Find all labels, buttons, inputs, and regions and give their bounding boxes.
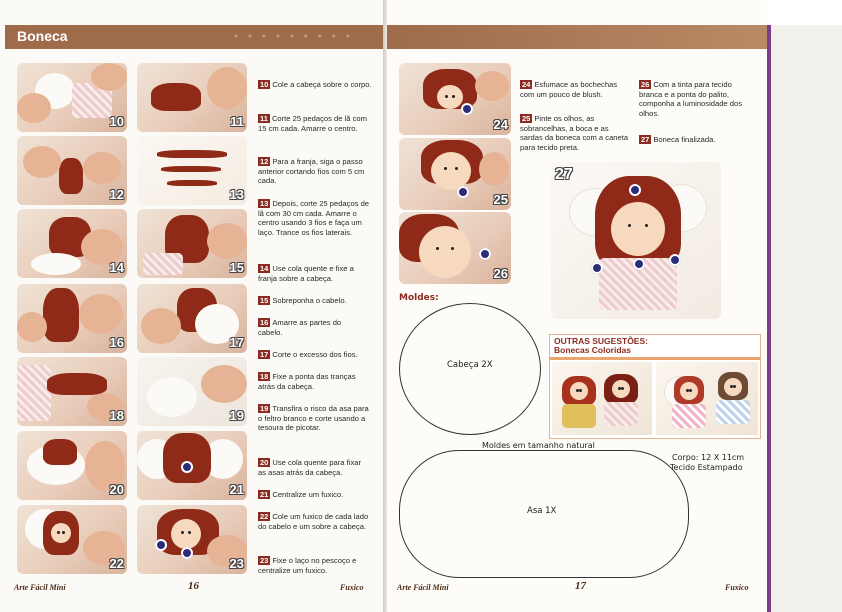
step-instruction: 15 Sobreponha o cabelo. (260, 296, 347, 305)
step-instruction: 14 Use cola quente e fixe a franja sobre a cabeça. (258, 264, 354, 283)
step-photo (137, 209, 247, 278)
section-header (387, 25, 767, 49)
photo-number: 16 (109, 335, 124, 350)
next-page-edge (767, 25, 842, 612)
photo-number: 27 (555, 166, 573, 183)
photo-number: 21 (229, 482, 244, 497)
photo-number: 12 (109, 187, 124, 202)
suggestion-photo (656, 362, 758, 435)
step-photo (137, 505, 247, 574)
step-instruction: 21 Centralize um fuxico. (260, 490, 344, 499)
section-header (5, 25, 383, 49)
step-instruction: 12 Para a franja, siga o passo anterior cortando fios com 5 cm cada. (258, 157, 365, 186)
photo-number: 20 (109, 482, 124, 497)
wing-pattern-label: Asa 1X (527, 506, 557, 516)
step-instruction: 11 Corte 25 pedaços de lã com 15 cm cada. Amarre o centro. (258, 114, 367, 133)
photo-number: 26 (493, 266, 508, 281)
step-photo (17, 63, 127, 132)
step-instruction: 17 Corte o excesso dos fios. (260, 350, 358, 359)
step-photo (399, 212, 511, 284)
step-instruction: 25 Pinte os olhos, as sobrancelhas, a boca e as sardas da boneca com a caneta para tecido preta. (520, 114, 629, 152)
step-photo (17, 284, 127, 353)
photo-number: 10 (109, 114, 124, 129)
step-instruction: 22 Cole um fuxico de cada lado do cabelo e um sobre a cabeça. (258, 512, 369, 531)
photo-number: 22 (109, 556, 124, 571)
header-dots-decoration: • • • • • • • • • (232, 30, 353, 43)
step-instruction: 13 Depois, corte 25 pedaços de lã com 30 cm cada. Amarre o centro usando 3 fios e faça um laço. Trance os fios laterais. (258, 199, 370, 237)
step-instruction: 24 Esfumace as bochechas com um pouco de blush. (520, 80, 618, 99)
other-suggestions-box (549, 334, 761, 439)
step-photo (17, 209, 127, 278)
page-number: 17 (575, 580, 586, 592)
step-instruction: 20 Use cola quente para fixar as asas atrás da cabeça. (258, 458, 361, 477)
step-photo (137, 431, 247, 500)
body-fabric-note: Tecido Estampado (670, 463, 743, 472)
step-instruction: 10 Cole a cabeça sobre o corpo. (260, 80, 372, 89)
photo-number: 19 (229, 408, 244, 423)
left-page (0, 0, 383, 612)
step-photo (17, 431, 127, 500)
step-photo (137, 284, 247, 353)
step-instruction: 18 Fixe a ponta das tranças atrás da cabeça. (258, 372, 356, 391)
suggestions-title: OUTRAS SUGESTÕES: Bonecas Coloridas (554, 336, 648, 355)
suggestion-photo (552, 362, 652, 435)
step-instruction: 27 Boneca finalizada. (641, 135, 716, 144)
section-title: Boneca (17, 28, 68, 44)
footer-section-name: Fuxico (340, 583, 364, 592)
step-instruction: 26 Com a tinta para tecido branca e a ponta do palito, componha a luminosidade dos olhos. (639, 80, 743, 118)
step-photo (137, 357, 247, 426)
step-photo (17, 505, 127, 574)
photo-number: 13 (229, 187, 244, 202)
footer-section-name: Fuxico (725, 583, 749, 592)
step-photo (137, 136, 247, 205)
photo-number: 25 (493, 192, 508, 207)
head-pattern-label: Cabeça 2X (447, 360, 493, 370)
photo-number: 24 (493, 117, 508, 132)
step-photo (17, 357, 127, 426)
step-photo (399, 138, 511, 210)
footer-magazine-name: Arte Fácil Mini (14, 583, 66, 592)
final-doll-photo (551, 162, 721, 319)
page-number: 16 (188, 580, 199, 592)
step-photo (399, 63, 511, 135)
photo-number: 14 (109, 260, 124, 275)
footer-magazine-name: Arte Fácil Mini (397, 583, 449, 592)
step-instruction: 16 Amarre as partes do cabelo. (258, 318, 342, 337)
photo-number: 15 (229, 260, 244, 275)
step-instruction: 23 Fixe o laço no pescoço e centralize um fuxico. (258, 556, 357, 575)
step-instruction: 19 Transfira o risco da asa para o feltro branco e corte usando a tesoura de picotar. (258, 404, 369, 433)
right-page (387, 0, 767, 612)
photo-number: 17 (229, 335, 244, 350)
photo-number: 18 (109, 408, 124, 423)
photo-number: 11 (230, 114, 244, 129)
patterns-title: Moldes: (399, 293, 439, 303)
step-photo (137, 63, 247, 132)
photo-number: 23 (229, 556, 244, 571)
natural-size-note: Moldes em tamanho natural (482, 441, 595, 450)
step-photo (17, 136, 127, 205)
body-size-note: Corpo: 12 X 11cm (672, 453, 745, 462)
